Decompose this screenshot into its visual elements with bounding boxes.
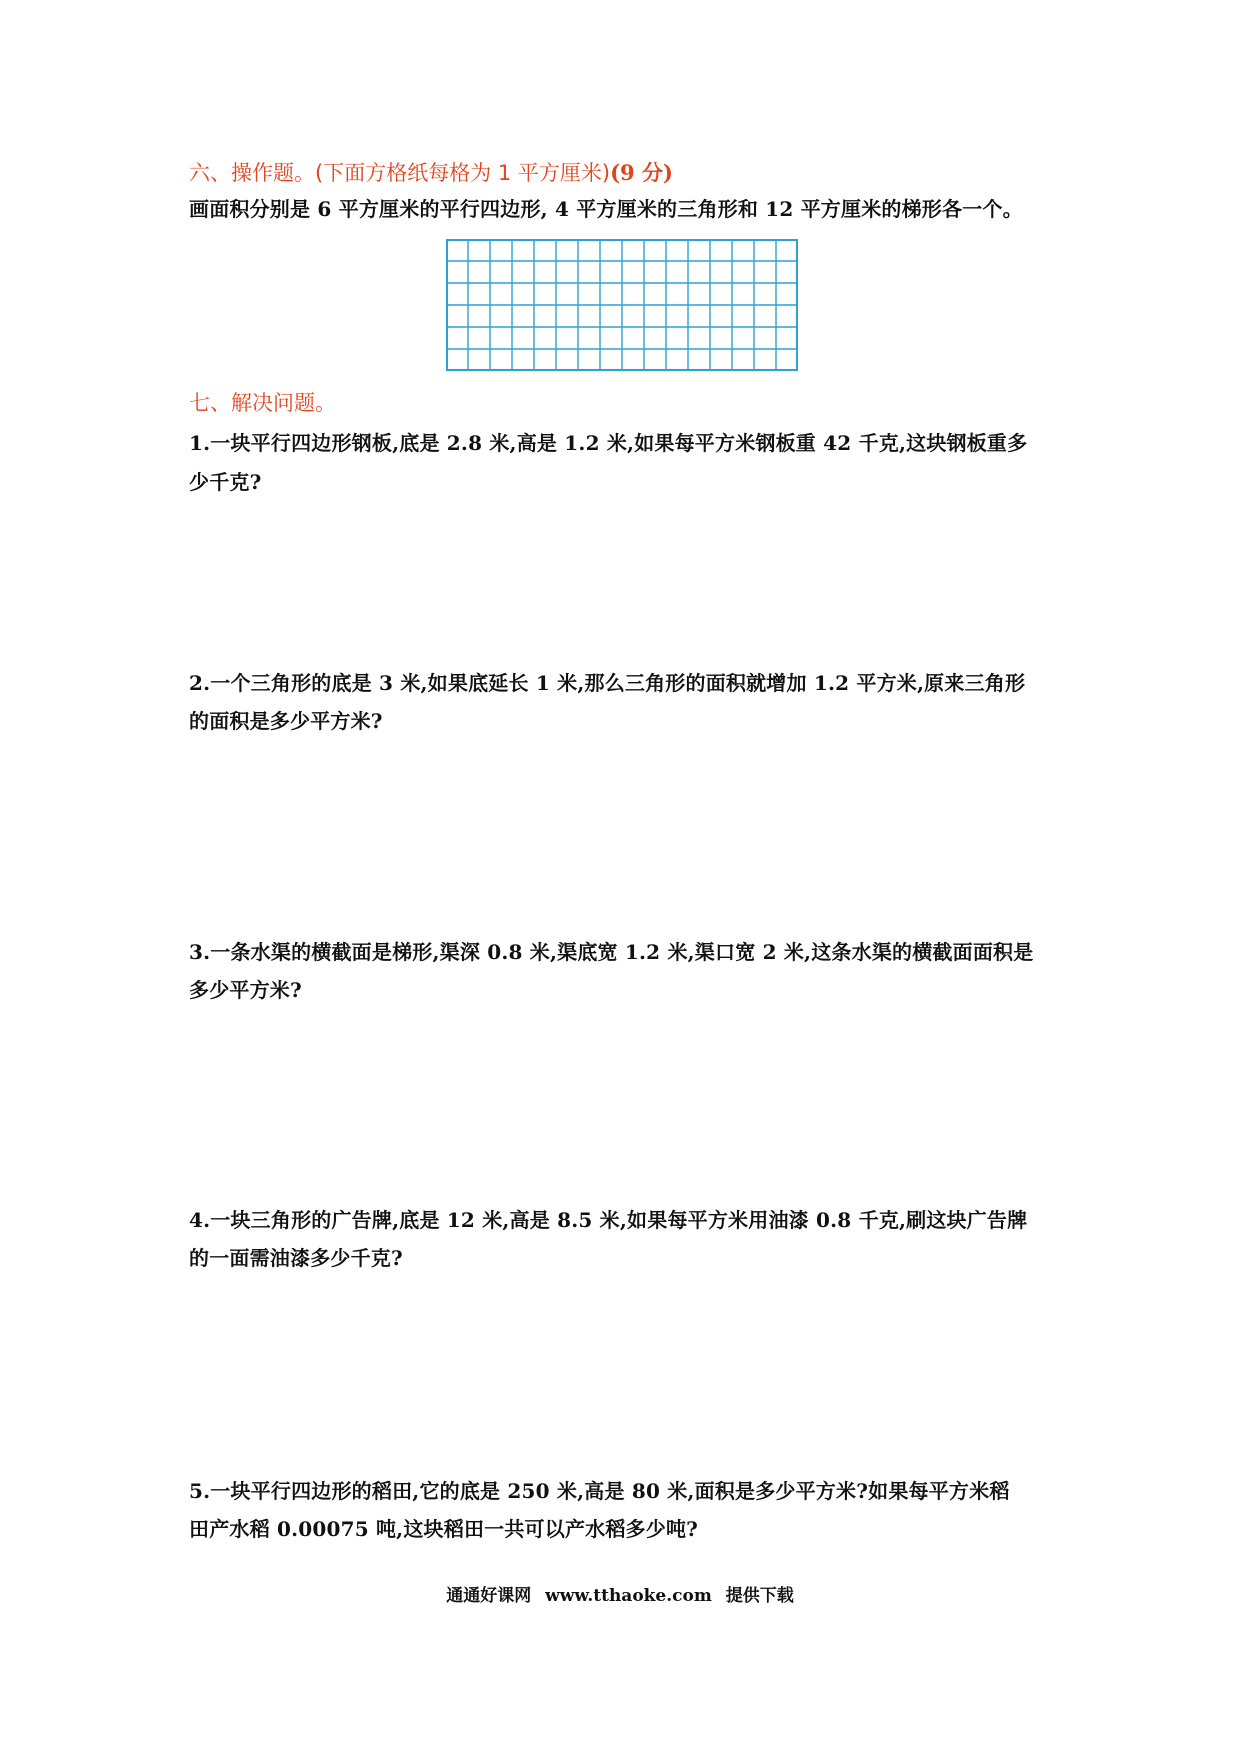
footer	[0, 1583, 1240, 1609]
section-6-instruction: 画面积分别是 6 平方厘米的平行四边形, 4 平方厘米的三角形和 12 平方厘米的梯形各一个。	[189, 197, 1023, 221]
footer-url[interactable]: www.tthaoke.com	[545, 1586, 712, 1606]
problem-4-line-1: 4.一块三角形的广告牌,底是 12 米,高是 8.5 米,如果每平方米用油漆 0.8 千克,刷这块广告牌	[189, 1208, 1028, 1232]
problem-3-line-1: 3.一条水渠的横截面是梯形,渠深 0.8 米,渠底宽 1.2 米,渠口宽 2 米,这条水渠的横截面面积是	[189, 940, 1034, 964]
problem-5-line-2: 田产水稻 0.00075 吨,这块稻田一共可以产水稻多少吨?	[189, 1517, 699, 1541]
problem-1-line-2: 少千克?	[189, 470, 262, 494]
problem-2-line-2: 的面积是多少平方米?	[189, 709, 383, 733]
section-6-title: 六、操作题。(下面方格纸每格为 1 平方厘米)	[189, 161, 611, 185]
problem-3-line-2: 多少平方米?	[189, 978, 302, 1002]
problem-5-line-1: 5.一块平行四边形的稻田,它的底是 250 米,高是 80 米,面积是多少平方米?如果每平方米稻	[189, 1479, 1010, 1503]
problem-1-line-1: 1.一块平行四边形钢板,底是 2.8 米,高是 1.2 米,如果每平方米钢板重 42 千克,这块钢板重多	[189, 431, 1028, 455]
footer-suffix: 提供下载	[725, 1586, 794, 1606]
section-6-heading	[189, 158, 673, 188]
problem-2-line-1: 2.一个三角形的底是 3 米,如果底延长 1 米,那么三角形的面积就增加 1.2 平方米,原来三角形	[189, 671, 1026, 695]
section-7-title: 七、解决问题。	[189, 391, 336, 415]
square-grid-paper	[446, 239, 798, 371]
section-6-score: (9 分)	[610, 160, 673, 185]
footer-site-name: 通通好课网	[446, 1586, 532, 1606]
problem-4-line-2: 的一面需油漆多少千克?	[189, 1246, 403, 1270]
